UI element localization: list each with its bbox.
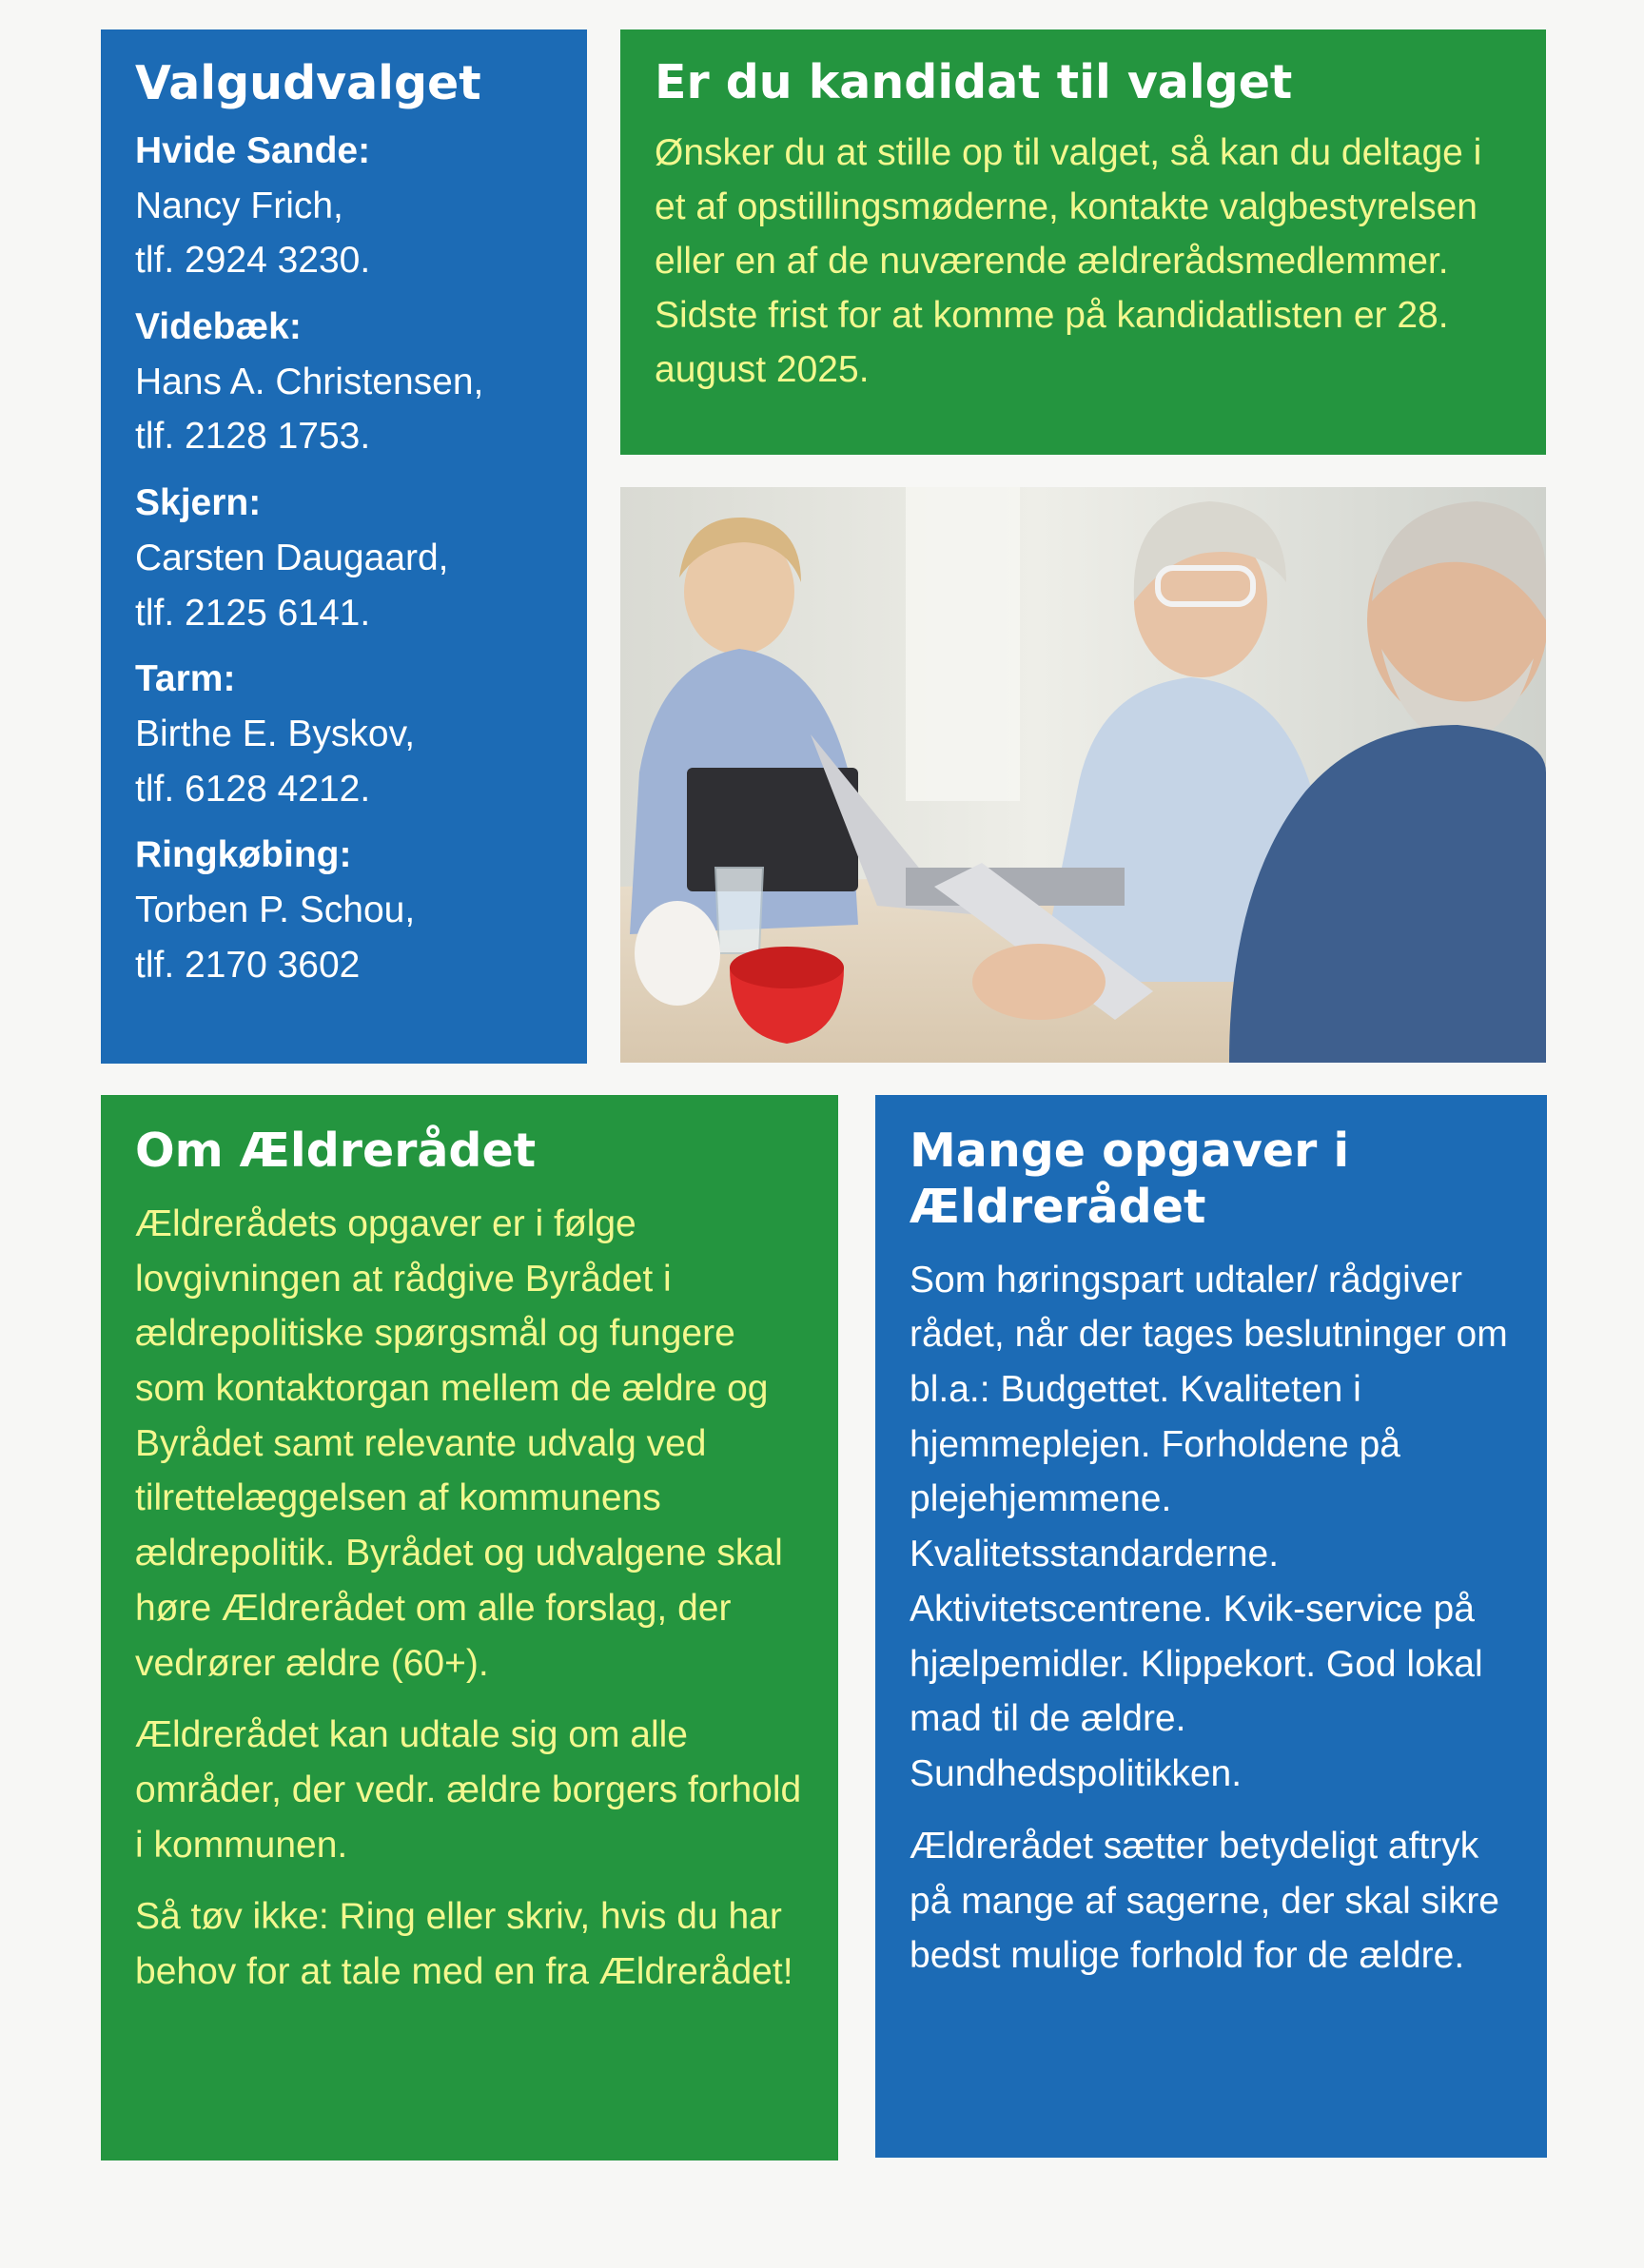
valgudvalget-title: Valgudvalget	[135, 56, 481, 110]
kandidat-title: Er du kandidat til valget	[655, 55, 1293, 109]
contact-name: Birthe E. Byskov,	[135, 713, 416, 754]
contact-list	[135, 124, 553, 993]
contact-place: Tarm:	[135, 658, 236, 700]
photo-seniors-meeting	[620, 487, 1546, 1063]
kandidat-body: Ønsker du at stille op til valget, så kan du deltage i et af opstillingsmøderne, kontakte valgbestyrelsen eller en af de nuværende ældrerådsmedlemmer. Sidste frist for at komme på kandidatlisten er 28. august 2025.	[655, 131, 1482, 390]
contact-name: Nancy Frich,	[135, 185, 343, 226]
contact-phone: tlf. 2128 1753.	[135, 416, 371, 458]
contact-phone: tlf. 2170 3602	[135, 944, 361, 986]
om-paragraph: Ældrerådets opgaver er i følge lovgivningen at rådgive Byrådet i ældrepolitiske spørgsmål og fungere som kontaktorgan mellem de ældre og Byrådet samt relevante udvalg ved tilrettelæggelsen af kommunens ældrepolitik. Byrådet og udvalgene skal høre Ældrerådet om alle forslag, der vedrører ældre (60+).	[135, 1202, 783, 1684]
contact-name: Hans A. Christensen,	[135, 361, 484, 402]
om-paragraph: Ældrerådet kan udtale sig om alle områder, der vedr. ældre borgers forhold i kommunen.	[135, 1714, 802, 1866]
om-paragraph: Så tøv ikke: Ring eller skriv, hvis du har behov for at tale med en fra Ældrerådet!	[135, 1896, 793, 1993]
contact-place: Skjern:	[135, 482, 262, 524]
contact-phone: tlf. 6128 4212.	[135, 768, 371, 810]
contact-item	[135, 476, 553, 640]
kandidat-box	[620, 29, 1546, 455]
valgudvalget-box	[101, 29, 587, 1064]
contact-item	[135, 124, 553, 288]
contact-item	[135, 652, 553, 816]
contact-name: Carsten Daugaard,	[135, 537, 449, 578]
om-text	[135, 1197, 804, 2000]
opgaver-text	[910, 1253, 1513, 1984]
contact-place: Videbæk:	[135, 305, 302, 347]
opgaver-title: Mange opgaver i Ældrerådet	[910, 1124, 1350, 1234]
contact-place: Ringkøbing:	[135, 834, 352, 876]
contact-phone: tlf. 2125 6141.	[135, 592, 371, 634]
opgaver-paragraph: Som høringspart udtaler/ rådgiver rådet, når der tages beslutninger om bl.a.: Budgettet. Kvaliteten i hjemmeplejen. Forholdene på plejehjemmene. Kvalitetsstandarderne. Aktivitetscentrene. Kvik-service på hjælpemidler. Klippekort. God lokal mad til de ældre. Sundhedspolitikken.	[910, 1259, 1508, 1795]
om-aeldreraadet-box	[101, 1095, 838, 2160]
contact-phone: tlf. 2924 3230.	[135, 240, 371, 282]
opgaver-paragraph: Ældrerådet sætter betydeligt aftryk på mange af sagerne, der skal sikre bedst mulige forhold for de ældre.	[910, 1825, 1500, 1977]
om-title: Om Ældrerådet	[135, 1124, 537, 1178]
contact-item	[135, 300, 553, 464]
mange-opgaver-box	[875, 1095, 1547, 2158]
contact-name: Torben P. Schou,	[135, 890, 416, 931]
contact-item	[135, 828, 553, 992]
contact-place: Hvide Sande:	[135, 129, 371, 171]
